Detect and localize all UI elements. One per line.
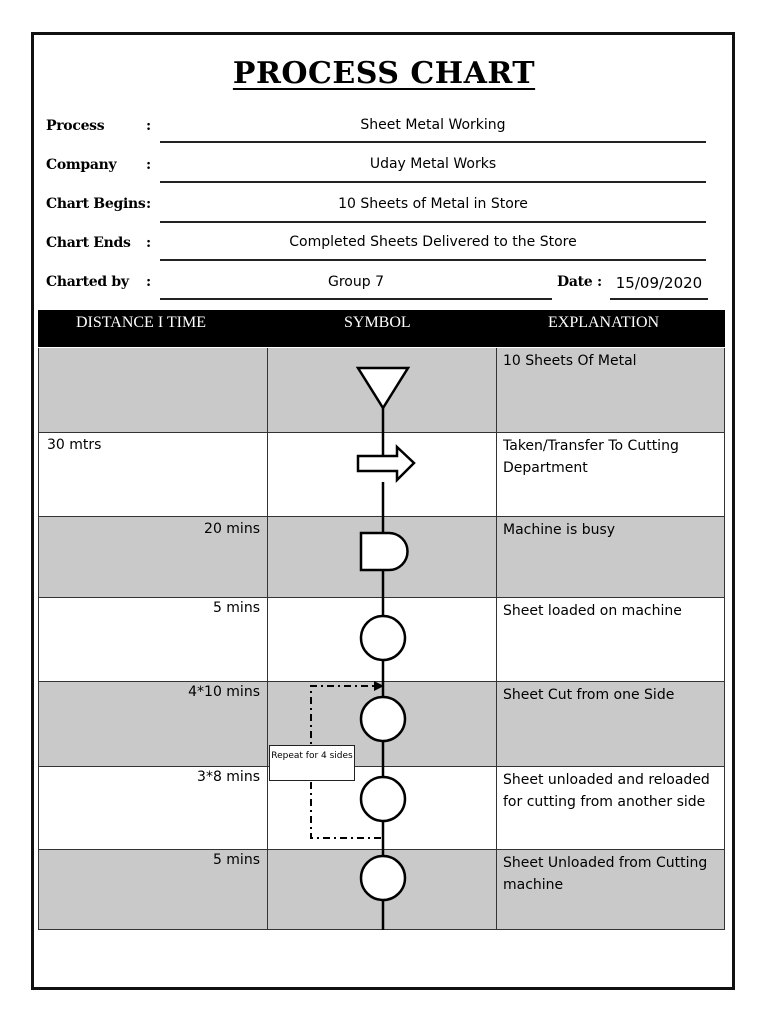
- row-explanation: Sheet unloaded and reloaded for cutting from another side: [503, 772, 710, 810]
- header-symbol: SYMBOL: [344, 314, 411, 331]
- row-explanation: Taken/Transfer To Cutting Department: [503, 438, 679, 476]
- row-distance-time: 3*8 mins: [197, 769, 260, 785]
- company-value: Uday Metal Works: [369, 156, 497, 172]
- date-value: 15/09/2020: [615, 274, 703, 292]
- operation-circle-icon: [361, 697, 405, 741]
- company-colon: :: [146, 157, 152, 173]
- process-label: Process: [46, 118, 105, 134]
- charted-by-colon: :: [146, 274, 152, 290]
- repeat-note: Repeat for 4 sides: [269, 745, 355, 781]
- row-explanation: Sheet Unloaded from Cutting machine: [503, 855, 708, 893]
- date-label: Date :: [557, 274, 602, 290]
- row-distance-time: 5 mins: [212, 600, 260, 616]
- row-explanation: Machine is busy: [503, 522, 616, 538]
- chart-ends-value: Completed Sheets Delivered to the Store: [289, 234, 577, 250]
- row-distance-time: 4*10 mins: [188, 684, 260, 700]
- charted-by-value: Group 7: [328, 274, 384, 290]
- header-explanation: EXPLANATION: [548, 314, 660, 331]
- row-distance-time: 5 mins: [212, 852, 260, 868]
- operation-circle-icon: [361, 856, 405, 900]
- chart-ends-colon: :: [146, 235, 152, 251]
- operation-circle-icon: [361, 616, 405, 660]
- row-distance-time: 20 mins: [204, 521, 260, 537]
- process-value: Sheet Metal Working: [360, 117, 506, 133]
- row-distance-time: 30 mtrs: [47, 437, 102, 453]
- chart-begins-value: 10 Sheets of Metal in Store: [338, 196, 528, 212]
- chart-begins-label: Chart Begins: [46, 196, 146, 212]
- chart-begins-colon: :: [146, 196, 152, 212]
- chart-ends-label: Chart Ends: [46, 235, 131, 251]
- transport-arrow-icon: [358, 447, 414, 480]
- operation-circle-icon: [361, 777, 405, 821]
- header-distance-time: DISTANCE I TIME: [76, 314, 206, 331]
- charted-by-label: Charted by: [46, 274, 129, 290]
- storage-triangle-icon: [358, 368, 408, 408]
- row-explanation: Sheet loaded on machine: [503, 603, 682, 619]
- row-explanation: 10 Sheets Of Metal: [503, 353, 637, 369]
- row-explanation: Sheet Cut from one Side: [503, 687, 675, 703]
- delay-d-icon: [361, 533, 408, 570]
- process-colon: :: [146, 118, 152, 134]
- page-title: PROCESS CHART: [232, 56, 536, 91]
- company-label: Company: [46, 157, 117, 173]
